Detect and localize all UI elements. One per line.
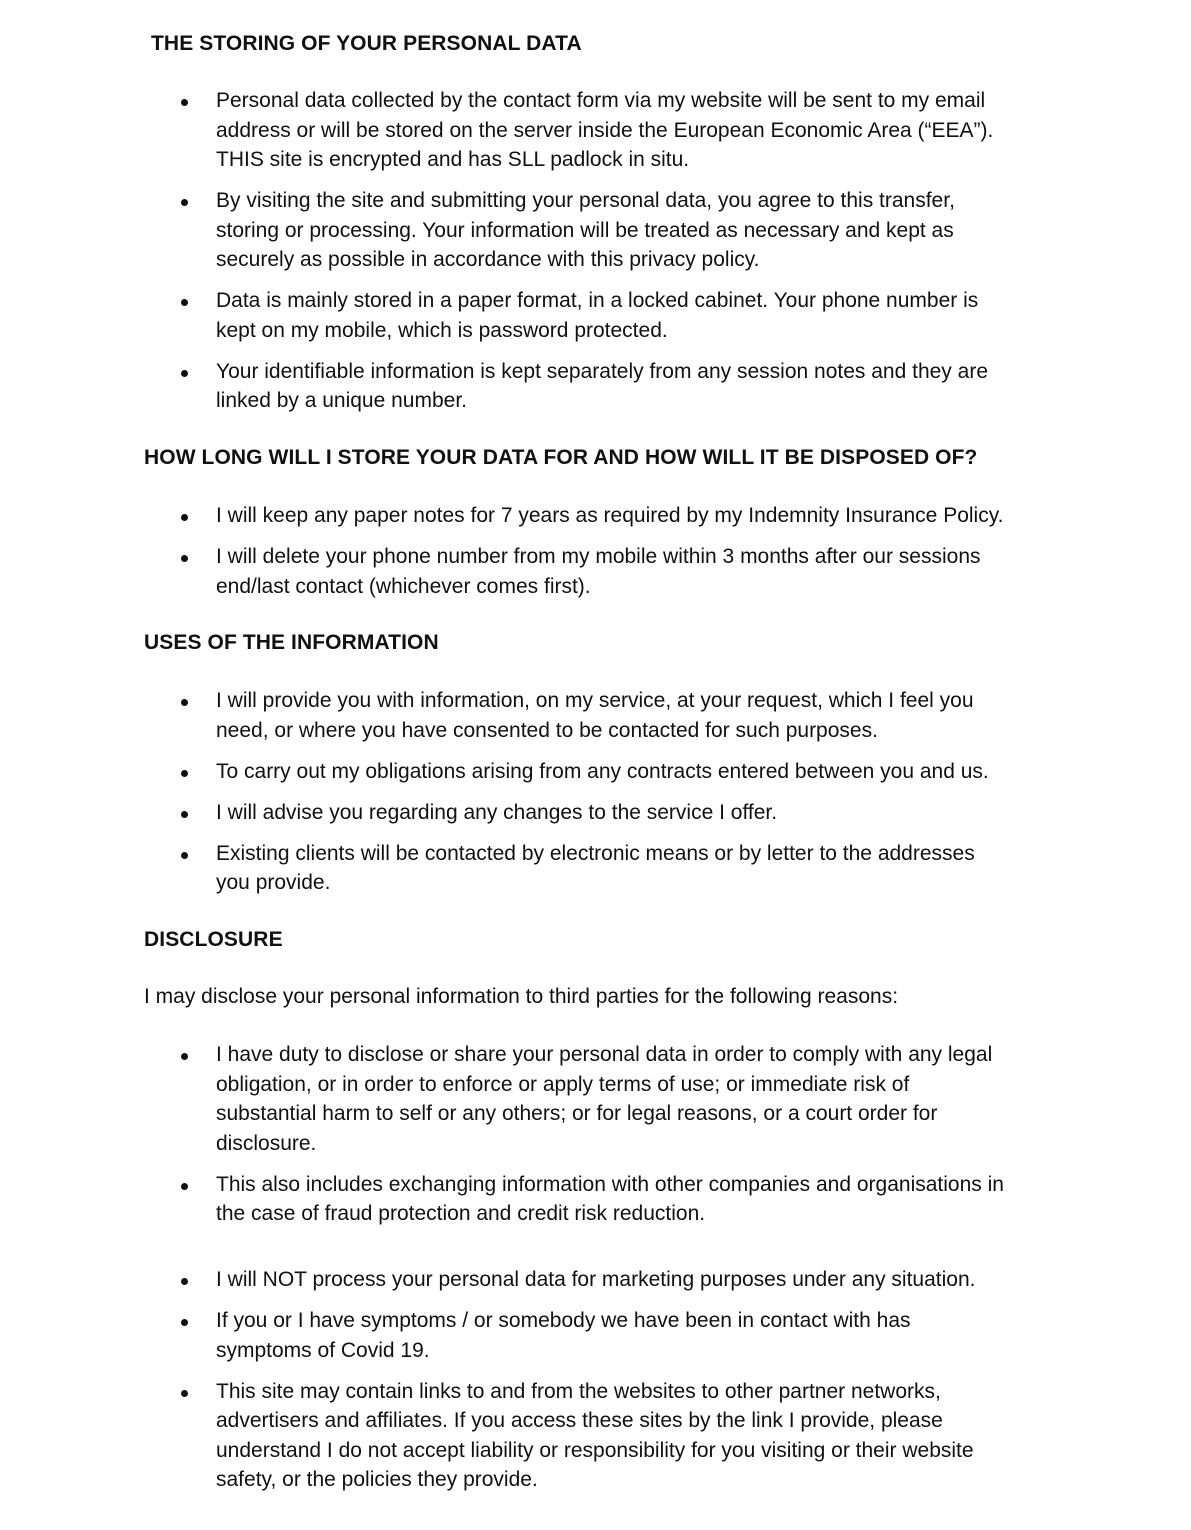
text-line: you provide. — [216, 871, 331, 894]
list-item-text — [216, 286, 1056, 345]
list-item-text — [216, 686, 1056, 745]
bullet-point-icon — [181, 299, 188, 306]
text-line: end/last contact (whichever comes first). — [216, 574, 591, 598]
text-line: THIS site is encrypted and has SLL padlock in situ. — [216, 148, 690, 171]
list-item — [0, 542, 1056, 601]
list-item — [0, 757, 1056, 787]
text-line: This site may contain links to and from the websites to other partner networks, — [216, 1379, 941, 1403]
list-item — [0, 86, 1056, 175]
bullet-point-icon — [181, 811, 188, 818]
list-item — [0, 186, 1056, 275]
text-line: address or will be stored on the server inside the European Economic Area (“EEA”). — [216, 118, 994, 142]
bullet-point-icon — [181, 199, 188, 206]
text-line: substantial harm to self or any others; or for legal reasons, or a court order for — [216, 1102, 938, 1125]
text-line: Personal data collected by the contact form via my website will be sent to my email — [216, 89, 986, 112]
list-item-text — [216, 186, 1056, 275]
bullet-point-icon — [181, 770, 188, 777]
list-item — [0, 1265, 1056, 1295]
list-item — [0, 839, 1056, 898]
list-item-text — [216, 1265, 1056, 1295]
text-line: the case of fraud protection and credit risk reduction. — [216, 1202, 706, 1225]
text-line: disclosure. — [216, 1131, 317, 1155]
text-line: To carry out my obligations arising from any contracts entered between you and us. — [216, 759, 989, 783]
list-item — [0, 1040, 1056, 1158]
text-line: If you or I have symptoms / or somebody we have been in contact with has — [216, 1309, 911, 1332]
bullet-list-retention — [0, 501, 1191, 613]
text-line: I will NOT process your personal data for marketing purposes under any situation. — [216, 1268, 976, 1291]
bullet-point-icon — [181, 699, 188, 706]
text-line: linked by a unique number. — [216, 389, 468, 412]
bullet-point-icon — [181, 370, 188, 377]
list-item-text — [216, 757, 1056, 787]
text-line: symptoms of Covid 19. — [216, 1338, 430, 1362]
text-line: safety, or the policies they provide. — [216, 1468, 538, 1491]
text-line: need, or where you have consented to be contacted for such purposes. — [216, 718, 878, 742]
bullet-point-icon — [181, 1183, 188, 1190]
list-item — [0, 501, 1056, 531]
bullet-list-storing — [0, 86, 1191, 427]
bullet-point-icon — [181, 852, 188, 859]
text-line: storing or processing. Your information will be treated as necessary and kept as — [216, 218, 954, 242]
list-item-text — [216, 1040, 1056, 1158]
list-item-text — [216, 1377, 1056, 1495]
bullet-list-uses — [0, 686, 1191, 909]
text-line: This also includes exchanging information with other companies and organisations in — [216, 1172, 1004, 1196]
list-item — [0, 357, 1056, 416]
text-line: kept on my mobile, which is password protected. — [216, 318, 668, 342]
section-heading-storing: THE STORING OF YOUR PERSONAL DATA — [151, 32, 582, 55]
bullet-list-disclosure-further — [0, 1265, 1191, 1506]
list-item-text — [216, 86, 1056, 175]
list-item — [0, 1377, 1056, 1495]
section-heading-disclosure: DISCLOSURE — [144, 928, 283, 951]
list-item-text — [216, 501, 1056, 531]
text-line: I will advise you regarding any changes to the service I offer. — [216, 800, 778, 824]
bullet-point-icon — [181, 1053, 188, 1060]
section-heading-uses: USES OF THE INFORMATION — [144, 631, 439, 654]
text-line: understand I do not accept liability or responsibility for you visiting or their website — [216, 1438, 974, 1462]
text-line: Data is mainly stored in a paper format, in a locked cabinet. Your phone number is — [216, 289, 979, 312]
bullet-point-icon — [181, 1319, 188, 1326]
text-line: advertisers and affiliates. If you access these sites by the link I provide, please — [216, 1409, 943, 1432]
section-heading-retention: HOW LONG WILL I STORE YOUR DATA FOR AND HOW WILL IT BE DISPOSED OF? — [144, 446, 978, 469]
text-line: By visiting the site and submitting your personal data, you agree to this transfer, — [216, 189, 955, 212]
list-item — [0, 798, 1056, 828]
list-item — [0, 1170, 1056, 1229]
list-item-text — [216, 798, 1056, 828]
bullet-point-icon — [181, 514, 188, 521]
list-item-text — [216, 542, 1056, 601]
text-line: I will keep any paper notes for 7 years as required by my Indemnity Insurance Policy. — [216, 504, 1004, 527]
bullet-point-icon — [181, 1390, 188, 1397]
text-line: Your identifiable information is kept separately from any session notes and they are — [216, 359, 988, 383]
list-item-text — [216, 1306, 1056, 1365]
bullet-point-icon — [181, 1278, 188, 1285]
list-item-text — [216, 1170, 1056, 1229]
bullet-list-disclosure-reasons — [0, 1040, 1191, 1240]
list-item — [0, 1306, 1056, 1365]
list-item — [0, 686, 1056, 745]
bullet-point-icon — [181, 99, 188, 106]
list-item — [0, 286, 1056, 345]
text-line: I have duty to disclose or share your personal data in order to comply with any legal — [216, 1043, 993, 1066]
text-line: obligation, or in order to enforce or apply terms of use; or immediate risk of — [216, 1072, 910, 1096]
text-line: I will delete your phone number from my mobile within 3 months after our sessions — [216, 545, 981, 568]
list-item-text — [216, 357, 1056, 416]
bullet-point-icon — [181, 555, 188, 562]
text-line: securely as possible in accordance with this privacy policy. — [216, 248, 760, 271]
text-line: I will provide you with information, on my service, at your request, which I feel you — [216, 689, 974, 712]
text-line: Existing clients will be contacted by electronic means or by letter to the addresses — [216, 841, 975, 865]
list-item-text — [216, 839, 1056, 898]
disclosure-intro: I may disclose your personal information to third parties for the following reasons: — [144, 985, 899, 1008]
